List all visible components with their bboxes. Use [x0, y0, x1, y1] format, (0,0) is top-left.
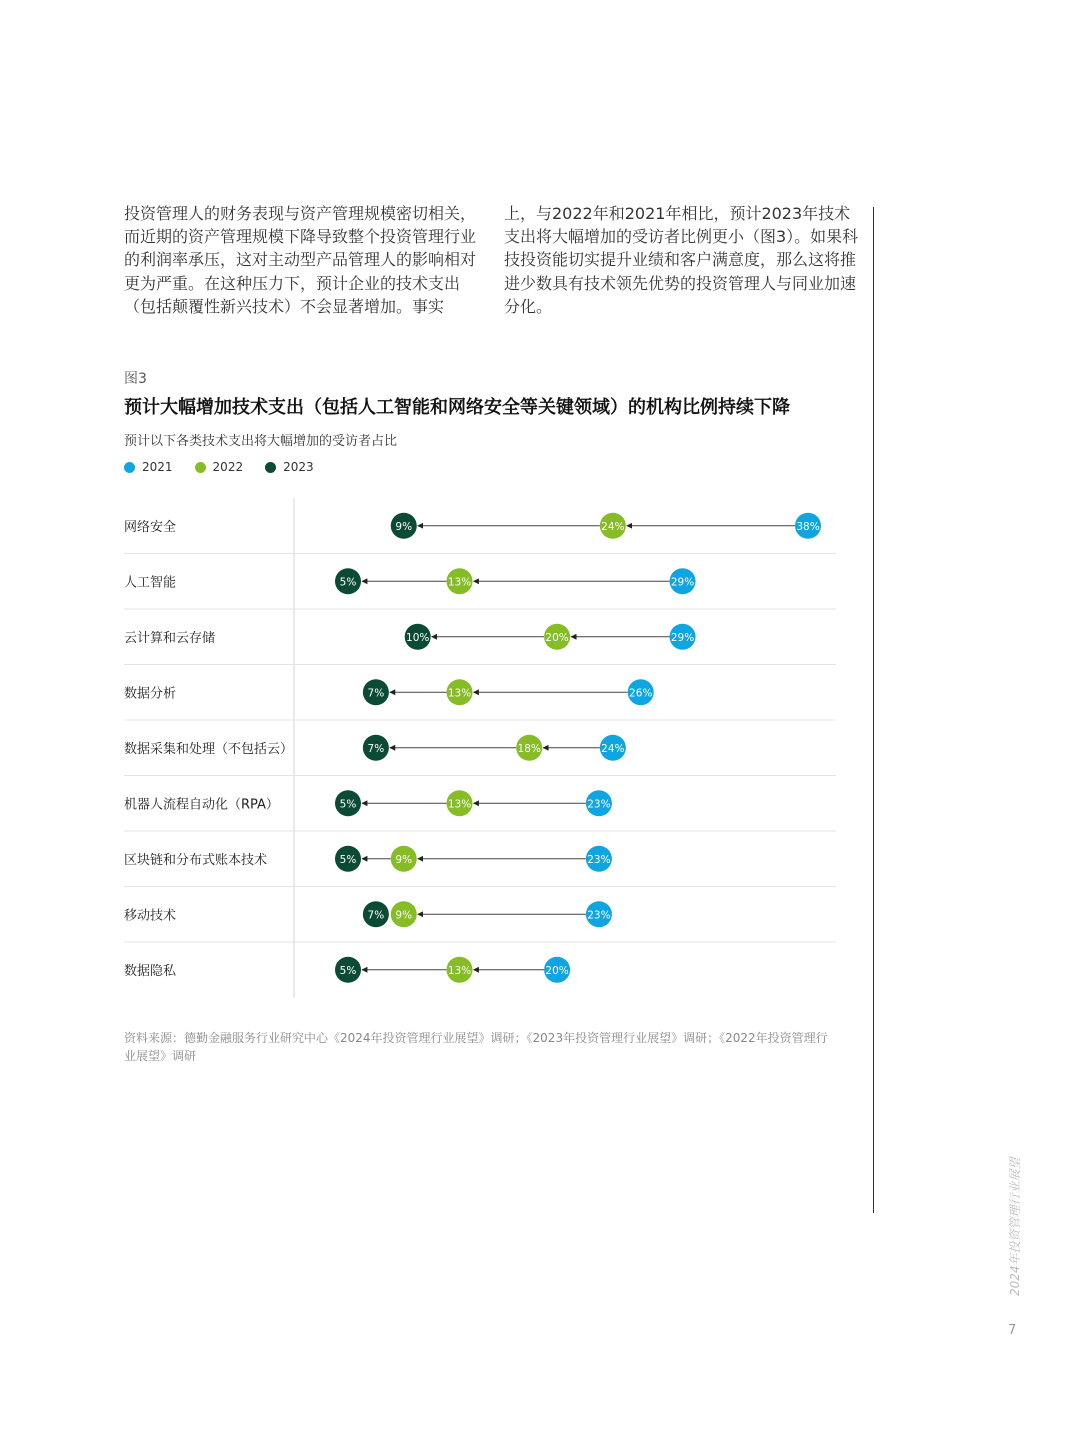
data-label-2022: 24% [601, 520, 625, 533]
data-label-2023: 7% [367, 909, 385, 922]
category-label: 数据分析 [124, 686, 177, 702]
category-label: 数据隐私 [124, 963, 177, 979]
data-label-2021: 20% [545, 964, 569, 977]
data-label-2021: 23% [587, 798, 611, 811]
data-label-2023: 7% [367, 742, 385, 755]
data-label-2022: 9% [395, 909, 413, 922]
category-label: 数据采集和处理（不包括云） [124, 741, 294, 757]
data-label-2022: 18% [517, 742, 541, 755]
page-number: 7 [1008, 1323, 1017, 1338]
category-label: 移动技术 [124, 908, 177, 924]
data-label-2022: 13% [447, 798, 472, 811]
data-label-2022: 20% [545, 631, 569, 644]
data-label-2023: 7% [367, 687, 385, 700]
data-label-2023: 5% [339, 853, 357, 866]
category-label: 网络安全 [124, 519, 177, 535]
data-label-2021: 26% [629, 687, 653, 700]
data-label-2021: 23% [587, 909, 611, 922]
body-paragraph-2: 上，与2022年和2021年相比，预计2023年技术支出将大幅增加的受访者比例更小（图3）。如果科技投资能切实提升业绩和客户满意度，那么这将推进少数具有技术领先优势的投资管理人与同业加速分化。 [504, 204, 859, 316]
data-label-2021: 23% [587, 853, 611, 866]
data-label-2023: 5% [339, 964, 357, 977]
figure-label: 图3 [124, 371, 147, 387]
data-label-2021: 38% [796, 520, 820, 533]
data-label-2021: 24% [601, 742, 625, 755]
legend-label-2022: 2022 [212, 460, 244, 474]
data-label-2023: 5% [339, 798, 357, 811]
source-note: 资料来源：德勤金融服务行业研究中心《2024年投资管理行业展望》调研；《2023年投资管理行业展望》调研；《2022年投资管理行业展望》调研 [124, 1031, 828, 1063]
category-label: 机器人流程自动化（RPA） [124, 797, 279, 813]
figure-title: 预计大幅增加技术支出（包括人工智能和网络安全等关键领域）的机构比例持续下降 [124, 397, 790, 418]
data-label-2023: 5% [339, 576, 357, 589]
data-label-2021: 29% [670, 631, 695, 644]
data-label-2021: 29% [670, 576, 695, 589]
legend-label-2023: 2023 [283, 460, 314, 474]
side-running-title: 2024年投资管理行业展望 [1008, 1157, 1022, 1296]
data-label-2022: 9% [395, 853, 413, 866]
data-label-2022: 13% [447, 687, 472, 700]
data-label-2022: 13% [447, 576, 472, 589]
data-label-2023: 9% [395, 520, 413, 533]
category-label: 区块链和分布式账本技术 [124, 852, 268, 868]
data-label-2022: 13% [447, 964, 472, 977]
legend-label-2021: 2021 [142, 460, 173, 474]
data-label-2023: 10% [406, 631, 430, 644]
body-paragraph-1: 投资管理人的财务表现与资产管理规模密切相关，而近期的资产管理规模下降导致整个投资管理行业的利润率承压，这对主动型产品管理人的影响相对更为严重。在这种压力下，预计企业的技术支出（包括颠覆性新兴技术）不会显著增加。事实 [124, 204, 477, 316]
figure-subtitle: 预计以下各类技术支出将大幅增加的受访者占比 [124, 434, 398, 449]
category-label: 云计算和云存储 [124, 630, 216, 646]
category-label: 人工智能 [124, 575, 177, 591]
